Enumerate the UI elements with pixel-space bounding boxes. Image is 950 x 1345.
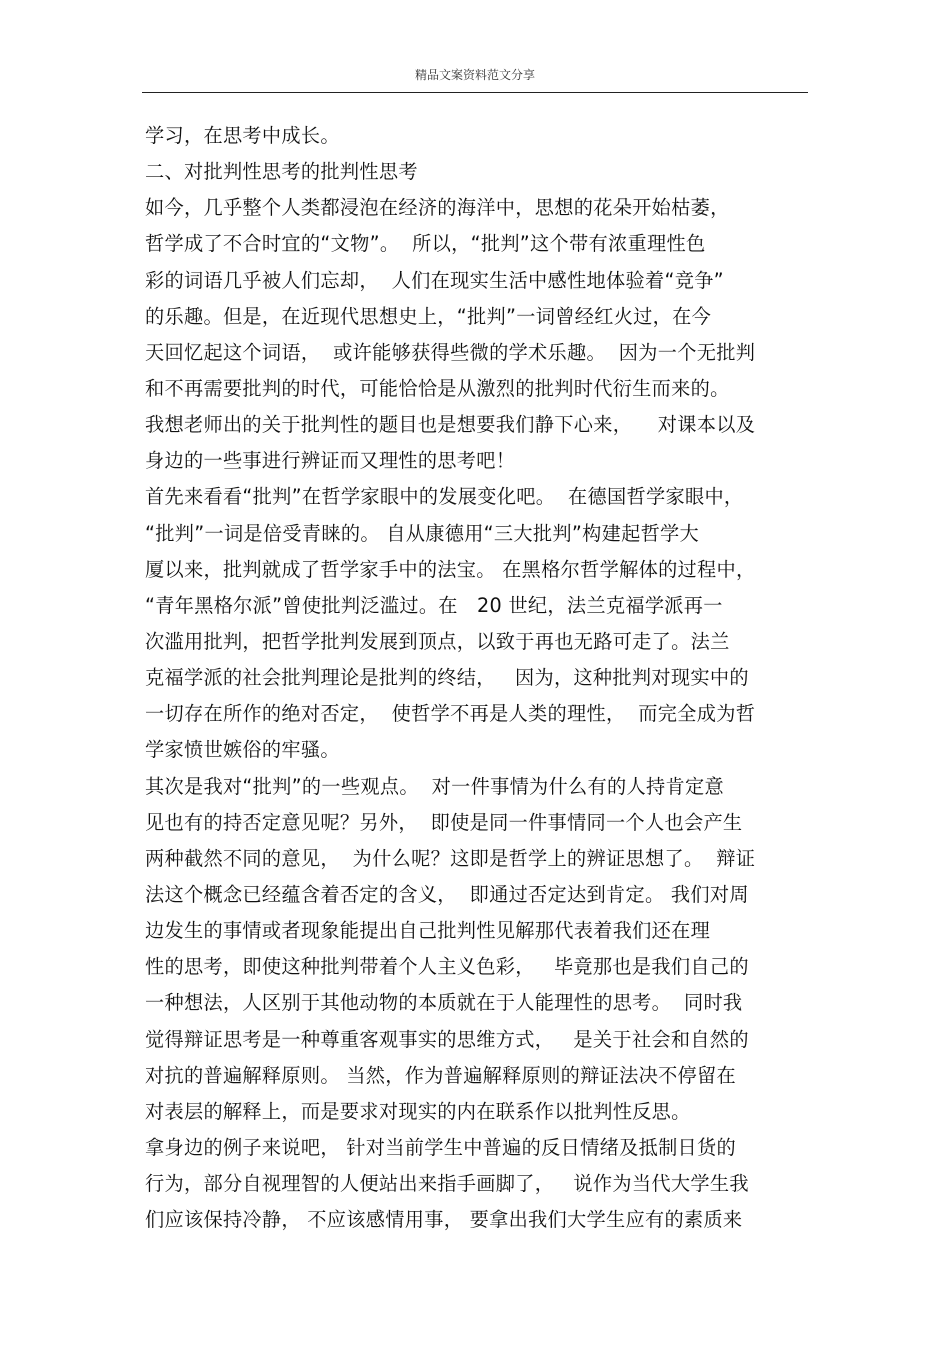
text-line: 对表层的解释上，而是要求对现实的内在联系作以批判性反思。 — [145, 1099, 691, 1123]
text-line: 学家愤世嫉俗的牢骚。 — [145, 738, 340, 762]
text-line: 厦以来，批判就成了哲学家手中的法宝。 在黑格尔哲学解体的过程中， — [145, 557, 756, 581]
text-line: 拿身边的例子来说吧， 针对当前学生中普遍的反日情绪及抵制日货的 — [145, 1135, 737, 1159]
text-line: 对抗的普遍解释原则。 当然，作为普遍解释原则的辩证法决不停留在 — [145, 1063, 737, 1087]
text-line: 次滥用批判，把哲学批判发展到顶点，以致于再也无路可走了。法兰 — [145, 629, 730, 653]
text-line: 其次是我对“批判”的一些观点。 对一件事情为什么有的人持肯定意 — [145, 774, 724, 798]
text-line: 彩的词语几乎被人们忘却， 人们在现实生活中感性地体验着“竞争” — [145, 268, 724, 292]
text-line: 天回忆起这个词语， 或许能够获得些微的学术乐趣。 因为一个无批判 — [145, 340, 756, 364]
text-line: 克福学派的社会批判理论是批判的终结， 因为，这种批判对现实中的 — [145, 666, 749, 690]
document-body — [145, 118, 815, 1238]
text-line: 一切存在所作的绝对否定， 使哲学不再是人类的理性， 而完全成为哲 — [145, 702, 756, 726]
text-line: 行为，部分自视理智的人便站出来指手画脚了， 说作为当代大学生我 — [145, 1172, 749, 1196]
text-line: 学习，在思考中成长。 — [145, 124, 340, 147]
text-line: 身边的一些事进行辨证而又理性的思考吧！ — [145, 449, 516, 473]
text-line: 觉得辩证思考是一种尊重客观事实的思维方式， 是关于社会和自然的 — [145, 1027, 749, 1051]
text-line: 哲学成了不合时宜的“文物”。 所以，“批判”这个带有浓重理性色 — [145, 232, 706, 256]
text-line: 如今，几乎整个人类都浸泡在经济的海洋中，思想的花朵开始枯萎， — [145, 196, 730, 220]
text-line: 首先来看看“批判”在哲学家眼中的发展变化吧。 在德国哲学家眼中， — [145, 485, 744, 509]
text-line: 边发生的事情或者现象能提出自己批判性见解那代表着我们还在理 — [145, 919, 711, 943]
text-line: 两种截然不同的意见， 为什么呢？这即是哲学上的辨证思想了。 辩证 — [145, 846, 756, 870]
text-line: 法这个概念已经蕴含着否定的含义， 即通过否定达到肯定。 我们对周 — [145, 882, 749, 906]
text-line: 性的思考，即使这种批判带着个人主义色彩， 毕竟那也是我们自己的 — [145, 955, 749, 979]
text-line: “批判”一词是倍受青睐的。 自从康德用“三大批判”构建起哲学大 — [145, 521, 700, 545]
text-line: 见也有的持否定意见呢？另外， 即使是同一件事情同一个人也会产生 — [145, 810, 743, 834]
section-heading: 二、对批判性思考的批判性思考 — [145, 160, 418, 184]
header-title: 精品文案资料范文分享 — [414, 68, 535, 82]
text-line: 和不再需要批判的时代，可能恰恰是从激烈的批判时代衍生而来的。 — [145, 376, 730, 400]
text-line: 一种想法，人区别于其他动物的本质就在于人能理性的思考。 同时我 — [145, 991, 743, 1015]
text-line: 们应该保持冷静， 不应该感情用事， 要拿出我们大学生应有的素质来 — [145, 1208, 743, 1232]
text-line: 我想老师出的关于批判性的题目也是想要我们静下心来， 对课本以及 — [145, 413, 756, 437]
text-line: 的乐趣。但是，在近现代思想史上，“批判”一词曾经红火过，在今 — [145, 304, 712, 328]
text-line: “青年黑格尔派”曾使批判泛滥过。在 20 世纪，法兰克福学派再一 — [145, 593, 723, 617]
page-header — [142, 62, 808, 93]
